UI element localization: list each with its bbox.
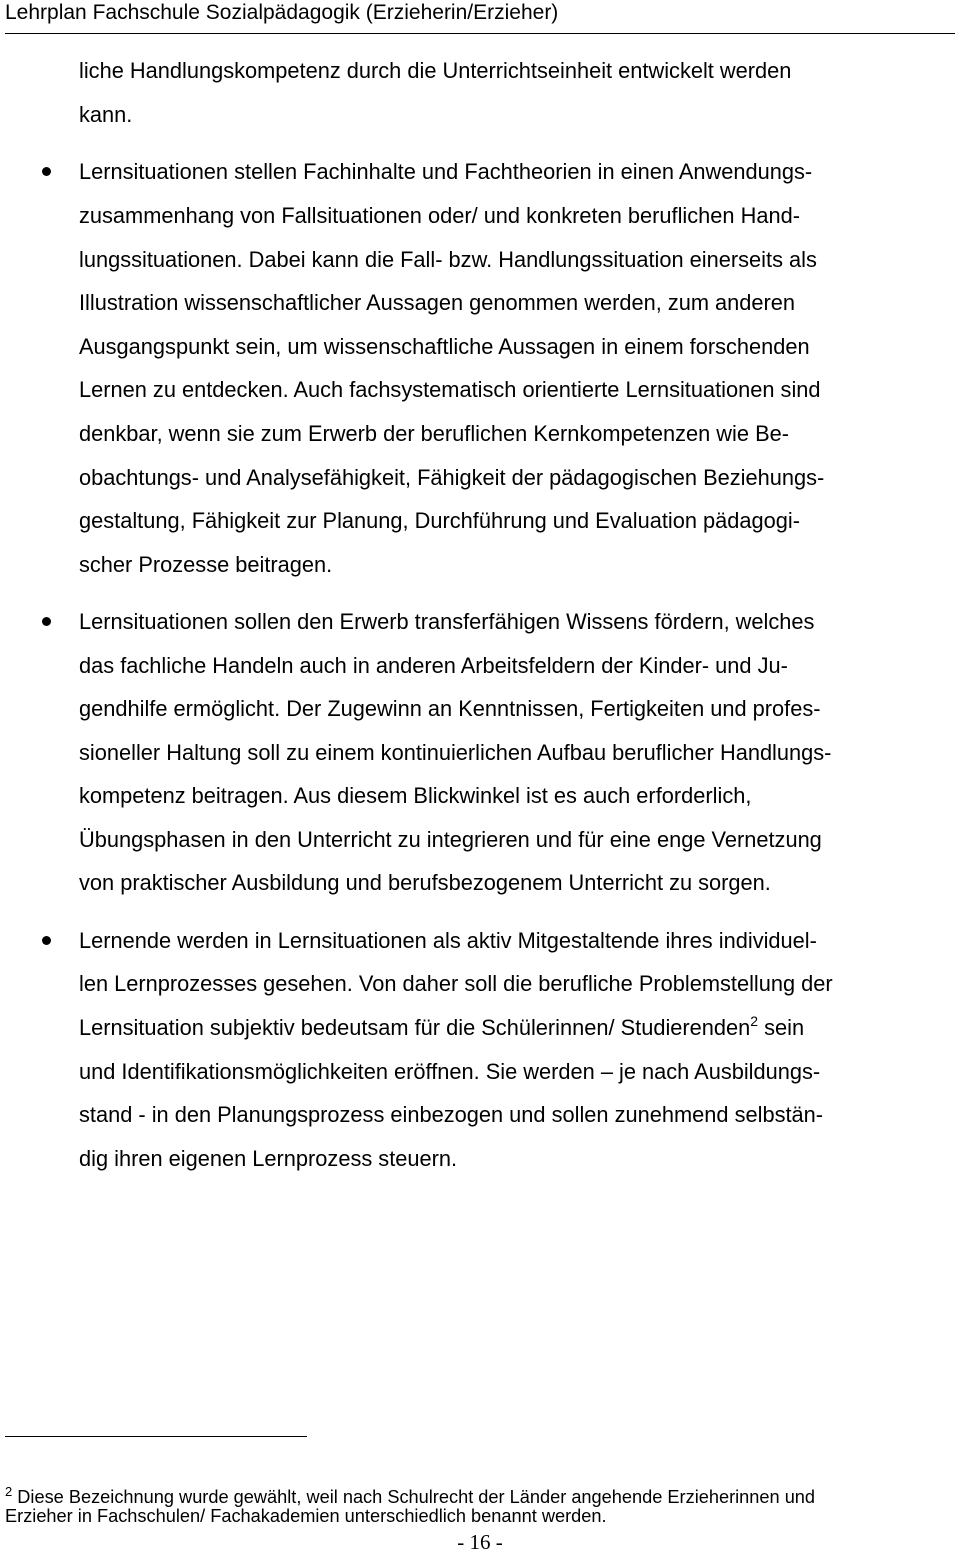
bullet-3-line-6: dig ihren eigenen Lernprozess steuern. [79,1146,458,1171]
bullet-2-line-2: das fachliche Handeln auch in anderen Arbeitsfeldern der Kinder- und Ju- [79,653,788,678]
bullet-3-line-3-text: Lernsituation subjektiv bedeutsam für die Schülerinnen/ Studierenden [79,1015,751,1040]
footnote-separator [5,1436,307,1437]
bullet-1-line-5: Ausgangspunkt sein, um wissenschaftliche Aussagen in einem forschenden [79,334,810,359]
document-title: Lehrplan Fachschule Sozialpädagogik (Erzieherin/Erzieher) [5,1,559,24]
bullet-3-line-5: stand - in den Planungsprozess einbezogen und sollen zunehmend selbstän- [79,1102,824,1127]
footnote-reference[interactable]: 2 [750,1013,759,1029]
bullet-2-line-3: gendhilfe ermöglicht. Der Zugewinn an Kenntnissen, Fertigkeiten und profes- [79,696,821,721]
bullet-icon [42,936,51,945]
bullet-3-line-1: Lernende werden in Lernsituationen als aktiv Mitgestaltende ihres individuel- [79,928,817,953]
footnote-text-1: Diese Bezeichnung wurde gewählt, weil nach Schulrecht der Länder angehende Erzieherinnen und [12,1487,816,1507]
bullet-2-line-6: Übungsphasen in den Unterricht zu integrieren und für eine enge Vernetzung [79,827,822,852]
bullet-3-line-3-tail: sein [758,1015,805,1040]
bullet-1-line-10: scher Prozesse beitragen. [79,552,333,577]
intro-line-2: kann. [79,102,133,127]
bullet-3-line-3 [79,1015,804,1041]
bullet-icon [42,167,51,176]
footnote-line-2: Erzieher in Fachschulen/ Fachakademien unterschiedlich benannt werden. [5,1506,607,1526]
footnote-line-1 [5,1481,815,1508]
bullet-1-line-8: obachtungs- und Analysefähigkeit, Fähigkeit der pädagogischen Beziehungs- [79,465,825,490]
bullet-1-line-4: Illustration wissenschaftlicher Aussagen genommen werden, zum anderen [79,290,796,315]
bullet-1-line-3: lungssituationen. Dabei kann die Fall- bzw. Handlungssituation einerseits als [79,247,817,272]
bullet-3-line-4: und Identifikationsmöglichkeiten eröffnen. Sie werden – je nach Ausbildungs- [79,1059,821,1084]
running-header [5,0,955,34]
bullet-1-line-2: zusammenhang von Fallsituationen oder/ und konkreten beruflichen Hand- [79,203,800,228]
bullet-1-line-7: denkbar, wenn sie zum Erwerb der beruflichen Kernkompetenzen wie Be- [79,421,789,446]
bullet-icon [42,617,51,626]
bullet-2-line-4: sioneller Haltung soll zu einem kontinuierlichen Aufbau beruflicher Handlungs- [79,740,832,765]
footnote-mark: 2 [5,1484,13,1499]
bullet-3-line-2: len Lernprozesses gesehen. Von daher soll die berufliche Problemstellung der [79,971,833,996]
page-number: - 16 - [457,1530,503,1554]
bullet-1-line-1: Lernsituationen stellen Fachinhalte und Fachtheorien in einen Anwendungs- [79,159,813,184]
bullet-2-line-5: kompetenz beitragen. Aus diesem Blickwinkel ist es auch erforderlich, [79,783,752,808]
bullet-2-line-7: von praktischer Ausbildung und berufsbezogenem Unterricht zu sorgen. [79,870,771,895]
bullet-1-line-9: gestaltung, Fähigkeit zur Planung, Durchführung und Evaluation pädagogi- [79,508,800,533]
bullet-1-line-6: Lernen zu entdecken. Auch fachsystematisch orientierte Lernsituationen sind [79,377,821,402]
bullet-2-line-1: Lernsituationen sollen den Erwerb transferfähigen Wissens fördern, welches [79,609,815,634]
intro-line-1: liche Handlungskompetenz durch die Unterrichtseinheit entwickelt werden [79,58,792,83]
